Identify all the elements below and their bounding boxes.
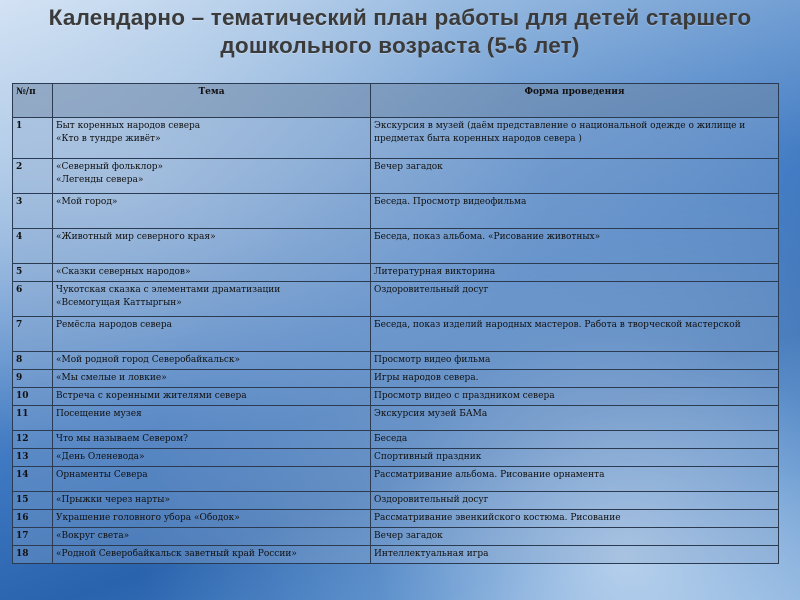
topic-line: Чукотская сказка с элементами драматизации (56, 285, 281, 295)
topic-line: Орнаменты Севера (56, 470, 148, 480)
topic-line: «Мы смелые и ловкие» (56, 373, 167, 383)
plan-table-container (12, 83, 778, 564)
form-line: Вечер загадок (374, 531, 443, 541)
topic-line: «Легенды севера» (56, 175, 144, 185)
row-number: 10 (13, 388, 53, 406)
row-number: 12 (13, 431, 53, 449)
topic-line: Встреча с коренными жителями севера (56, 391, 247, 401)
column-header-topic: Тема (53, 84, 371, 118)
row-number: 8 (13, 352, 53, 370)
row-topic (53, 492, 371, 510)
form-line: Интеллектуальная игра (374, 549, 489, 559)
form-line: Оздоровительный досуг (374, 495, 489, 505)
row-number: 6 (13, 282, 53, 317)
row-topic (53, 159, 371, 194)
row-number: 18 (13, 546, 53, 564)
table-row (13, 352, 779, 370)
table-row (13, 264, 779, 282)
plan-table (12, 83, 779, 564)
topic-line: «Вокруг света» (56, 531, 130, 541)
form-line: Оздоровительный досуг (374, 285, 489, 295)
row-number: 3 (13, 194, 53, 229)
table-row (13, 370, 779, 388)
row-form (371, 431, 779, 449)
form-line: Просмотр видео фильма (374, 355, 491, 365)
row-form (371, 118, 779, 159)
topic-line: «Кто в тундре живёт» (56, 134, 161, 144)
topic-line: Быт коренных народов севера (56, 121, 201, 131)
row-topic (53, 194, 371, 229)
row-form (371, 449, 779, 467)
column-header-num: №/п (13, 84, 53, 118)
row-number: 11 (13, 406, 53, 431)
table-row (13, 118, 779, 159)
table-row (13, 406, 779, 431)
row-form (371, 406, 779, 431)
row-topic (53, 229, 371, 264)
row-form (371, 467, 779, 492)
row-topic (53, 431, 371, 449)
row-topic (53, 282, 371, 317)
row-form (371, 492, 779, 510)
form-line: Беседа. Просмотр видеофильма (374, 197, 527, 207)
row-number: 7 (13, 317, 53, 352)
row-form (371, 317, 779, 352)
row-number: 14 (13, 467, 53, 492)
row-topic (53, 406, 371, 431)
form-line: Беседа (374, 434, 408, 444)
row-topic (53, 467, 371, 492)
row-form (371, 229, 779, 264)
row-topic (53, 118, 371, 159)
table-row (13, 510, 779, 528)
table-body (13, 118, 779, 564)
form-line: Беседа, показ изделий народных мастеров. Работа в творческой мастерской (374, 320, 741, 330)
row-form (371, 194, 779, 229)
row-topic (53, 370, 371, 388)
form-line: Экскурсия в музей (даём представление о национальной одежде о жилище и (374, 121, 746, 131)
topic-line: «День Оленевода» (56, 452, 145, 462)
page-title (0, 4, 800, 60)
form-line: предметах быта коренных народов севера ) (374, 134, 582, 144)
row-form (371, 388, 779, 406)
topic-line: Что мы называем Севером? (56, 434, 188, 444)
row-topic (53, 546, 371, 564)
form-line: Игры народов севера. (374, 373, 479, 383)
row-number: 15 (13, 492, 53, 510)
topic-line: Украшение головного убора «Ободок» (56, 513, 240, 523)
row-number: 1 (13, 118, 53, 159)
row-topic (53, 352, 371, 370)
row-form (371, 264, 779, 282)
form-line: Спортивный праздник (374, 452, 482, 462)
title-line-1: Календарно – тематический план работы для детей старшего (48, 5, 752, 30)
topic-line: «Мой родной город Северобайкальск» (56, 355, 241, 365)
row-form (371, 528, 779, 546)
table-row (13, 492, 779, 510)
table-row (13, 159, 779, 194)
row-topic (53, 528, 371, 546)
table-row (13, 282, 779, 317)
row-number: 2 (13, 159, 53, 194)
topic-line: «Всемогущая Каттыргын» (56, 298, 182, 308)
row-number: 5 (13, 264, 53, 282)
form-line: Рассматривание эвенкийского костюма. Рисование (374, 513, 621, 523)
table-row (13, 431, 779, 449)
form-line: Беседа, показ альбома. «Рисование животных» (374, 232, 601, 242)
table-row (13, 528, 779, 546)
row-topic (53, 264, 371, 282)
row-form (371, 282, 779, 317)
row-topic (53, 510, 371, 528)
topic-line: «Мой город» (56, 197, 118, 207)
table-row (13, 449, 779, 467)
topic-line: «Родной Северобайкальск заветный край России» (56, 549, 297, 559)
row-number: 17 (13, 528, 53, 546)
table-row (13, 546, 779, 564)
topic-line: Посещение музея (56, 409, 142, 419)
topic-line: Ремёсла народов севера (56, 320, 173, 330)
row-topic (53, 388, 371, 406)
table-row (13, 388, 779, 406)
table-row (13, 194, 779, 229)
row-form (371, 352, 779, 370)
row-form (371, 370, 779, 388)
row-number: 13 (13, 449, 53, 467)
topic-line: «Прыжки через нарты» (56, 495, 170, 505)
row-topic (53, 317, 371, 352)
row-topic (53, 449, 371, 467)
row-form (371, 159, 779, 194)
table-row (13, 467, 779, 492)
row-form (371, 546, 779, 564)
form-line: Экскурсия музей БАМа (374, 409, 488, 419)
table-header-row (13, 84, 779, 118)
topic-line: «Сказки северных народов» (56, 267, 191, 277)
topic-line: «Северный фольклор» (56, 162, 164, 172)
table-row (13, 229, 779, 264)
table-row (13, 317, 779, 352)
row-number: 4 (13, 229, 53, 264)
row-number: 16 (13, 510, 53, 528)
title-line-2: дошкольного возраста (5-6 лет) (220, 33, 580, 58)
form-line: Просмотр видео с праздником севера (374, 391, 555, 401)
form-line: Рассматривание альбома. Рисование орнамента (374, 470, 605, 480)
row-form (371, 510, 779, 528)
form-line: Вечер загадок (374, 162, 443, 172)
topic-line: «Животный мир северного края» (56, 232, 216, 242)
row-number: 9 (13, 370, 53, 388)
column-header-form: Форма проведения (371, 84, 779, 118)
form-line: Литературная викторина (374, 267, 496, 277)
